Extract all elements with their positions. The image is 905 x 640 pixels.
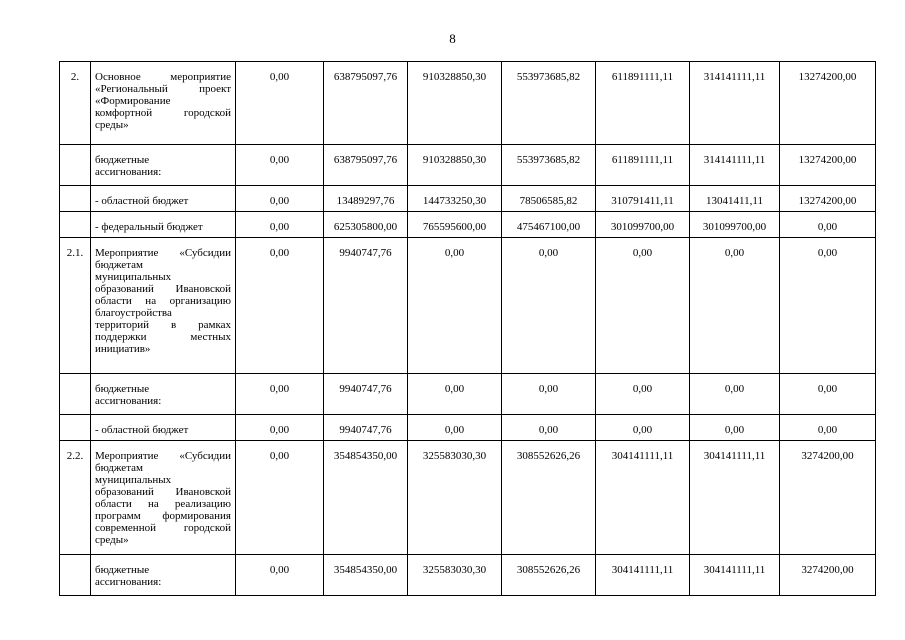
item-description bbox=[91, 212, 236, 238]
amount-cell: 304141111,11 bbox=[690, 555, 780, 596]
amount-cell: 314141111,11 bbox=[690, 145, 780, 186]
amount-cell: 0,00 bbox=[596, 374, 690, 415]
item-number bbox=[60, 555, 91, 596]
description-line: образований Ивановской bbox=[95, 283, 231, 295]
description-line: инициатив» bbox=[95, 343, 151, 355]
table-row bbox=[60, 441, 876, 555]
description-line: - федеральный бюджет bbox=[95, 221, 203, 233]
amount-cell: 308552626,26 bbox=[502, 441, 596, 555]
description-line: бюджетные bbox=[95, 383, 150, 395]
amount-cell: 0,00 bbox=[236, 238, 324, 374]
description-line: среды» bbox=[95, 119, 129, 131]
item-number bbox=[60, 374, 91, 415]
item-description bbox=[91, 441, 236, 555]
amount-cell: 0,00 bbox=[502, 374, 596, 415]
budget-table bbox=[59, 61, 876, 596]
amount-cell: 325583030,30 bbox=[408, 555, 502, 596]
item-description bbox=[91, 238, 236, 374]
item-description bbox=[91, 415, 236, 441]
description-line: благоустройства bbox=[95, 307, 172, 319]
amount-cell: 0,00 bbox=[780, 374, 876, 415]
amount-cell: 765595600,00 bbox=[408, 212, 502, 238]
amount-cell: 0,00 bbox=[236, 374, 324, 415]
amount-cell: 0,00 bbox=[690, 238, 780, 374]
amount-cell: 325583030,30 bbox=[408, 441, 502, 555]
amount-cell: 0,00 bbox=[236, 441, 324, 555]
amount-cell: 354854350,00 bbox=[324, 555, 408, 596]
description-line: бюджетные bbox=[95, 564, 150, 576]
item-number bbox=[60, 145, 91, 186]
amount-cell: 638795097,76 bbox=[324, 62, 408, 145]
amount-cell: 0,00 bbox=[780, 212, 876, 238]
item-number bbox=[60, 415, 91, 441]
amount-cell: 0,00 bbox=[690, 374, 780, 415]
table-row bbox=[60, 374, 876, 415]
amount-cell: 910328850,30 bbox=[408, 62, 502, 145]
description-line: современной городской bbox=[95, 522, 231, 534]
table-row bbox=[60, 62, 876, 145]
amount-cell: 910328850,30 bbox=[408, 145, 502, 186]
table-row bbox=[60, 212, 876, 238]
amount-cell: 553973685,82 bbox=[502, 62, 596, 145]
description-line: программ формирования bbox=[95, 510, 231, 522]
amount-cell: 0,00 bbox=[236, 415, 324, 441]
description-line: среды» bbox=[95, 534, 129, 546]
amount-cell: 354854350,00 bbox=[324, 441, 408, 555]
item-number: 2.2. bbox=[60, 441, 91, 555]
amount-cell: 301099700,00 bbox=[596, 212, 690, 238]
item-description bbox=[91, 186, 236, 212]
description-line: комфортной городской bbox=[95, 107, 231, 119]
amount-cell: 0,00 bbox=[596, 238, 690, 374]
amount-cell: 301099700,00 bbox=[690, 212, 780, 238]
item-number: 2. bbox=[60, 62, 91, 145]
amount-cell: 0,00 bbox=[236, 145, 324, 186]
amount-cell: 0,00 bbox=[780, 238, 876, 374]
page-number: 8 bbox=[449, 31, 456, 46]
amount-cell: 0,00 bbox=[780, 415, 876, 441]
description-line: «Региональный проект bbox=[95, 83, 231, 95]
amount-cell: 13041411,11 bbox=[690, 186, 780, 212]
description-line: муниципальных bbox=[95, 474, 172, 486]
amount-cell: 0,00 bbox=[502, 238, 596, 374]
description-line: ассигнования: bbox=[95, 395, 162, 407]
description-line: Мероприятие «Субсидии bbox=[95, 450, 231, 462]
amount-cell: 314141111,11 bbox=[690, 62, 780, 145]
description-line: «Формирование bbox=[95, 95, 171, 107]
amount-cell: 553973685,82 bbox=[502, 145, 596, 186]
amount-cell: 13274200,00 bbox=[780, 186, 876, 212]
amount-cell: 304141111,11 bbox=[690, 441, 780, 555]
amount-cell: 78506585,82 bbox=[502, 186, 596, 212]
item-description bbox=[91, 62, 236, 145]
description-line: бюджетам bbox=[95, 259, 143, 271]
description-line: образований Ивановской bbox=[95, 486, 231, 498]
description-line: муниципальных bbox=[95, 271, 172, 283]
amount-cell: 9940747,76 bbox=[324, 415, 408, 441]
amount-cell: 0,00 bbox=[408, 415, 502, 441]
amount-cell: 625305800,00 bbox=[324, 212, 408, 238]
description-line: Мероприятие «Субсидии bbox=[95, 247, 231, 259]
description-line: бюджетные bbox=[95, 154, 150, 166]
table-row bbox=[60, 145, 876, 186]
item-description bbox=[91, 374, 236, 415]
description-line: бюджетам bbox=[95, 462, 143, 474]
amount-cell: 9940747,76 bbox=[324, 374, 408, 415]
amount-cell: 0,00 bbox=[408, 374, 502, 415]
amount-cell: 304141111,11 bbox=[596, 555, 690, 596]
description-line: территорий в рамках bbox=[95, 319, 231, 331]
item-number bbox=[60, 212, 91, 238]
amount-cell: 308552626,26 bbox=[502, 555, 596, 596]
amount-cell: 0,00 bbox=[236, 555, 324, 596]
amount-cell: 13489297,76 bbox=[324, 186, 408, 212]
amount-cell: 13274200,00 bbox=[780, 62, 876, 145]
description-line: поддержки местных bbox=[95, 331, 231, 343]
table-row bbox=[60, 555, 876, 596]
description-line: ассигнования: bbox=[95, 576, 162, 588]
item-description bbox=[91, 145, 236, 186]
amount-cell: 144733250,30 bbox=[408, 186, 502, 212]
description-line: Основное мероприятие bbox=[95, 71, 231, 83]
amount-cell: 611891111,11 bbox=[596, 145, 690, 186]
description-line: - областной бюджет bbox=[95, 195, 189, 207]
item-number: 2.1. bbox=[60, 238, 91, 374]
amount-cell: 475467100,00 bbox=[502, 212, 596, 238]
amount-cell: 0,00 bbox=[236, 212, 324, 238]
table-row bbox=[60, 415, 876, 441]
amount-cell: 304141111,11 bbox=[596, 441, 690, 555]
item-number bbox=[60, 186, 91, 212]
table-row bbox=[60, 238, 876, 374]
amount-cell: 3274200,00 bbox=[780, 555, 876, 596]
amount-cell: 0,00 bbox=[596, 415, 690, 441]
description-line: области на реализацию bbox=[95, 498, 231, 510]
amount-cell: 638795097,76 bbox=[324, 145, 408, 186]
description-line: ассигнования: bbox=[95, 166, 162, 178]
description-line: - областной бюджет bbox=[95, 424, 189, 436]
amount-cell: 9940747,76 bbox=[324, 238, 408, 374]
amount-cell: 0,00 bbox=[690, 415, 780, 441]
item-description bbox=[91, 555, 236, 596]
description-line: области на организацию bbox=[95, 295, 231, 307]
amount-cell: 0,00 bbox=[236, 62, 324, 145]
amount-cell: 611891111,11 bbox=[596, 62, 690, 145]
amount-cell: 0,00 bbox=[408, 238, 502, 374]
amount-cell: 310791411,11 bbox=[596, 186, 690, 212]
table-row bbox=[60, 186, 876, 212]
amount-cell: 0,00 bbox=[236, 186, 324, 212]
amount-cell: 13274200,00 bbox=[780, 145, 876, 186]
amount-cell: 0,00 bbox=[502, 415, 596, 441]
amount-cell: 3274200,00 bbox=[780, 441, 876, 555]
